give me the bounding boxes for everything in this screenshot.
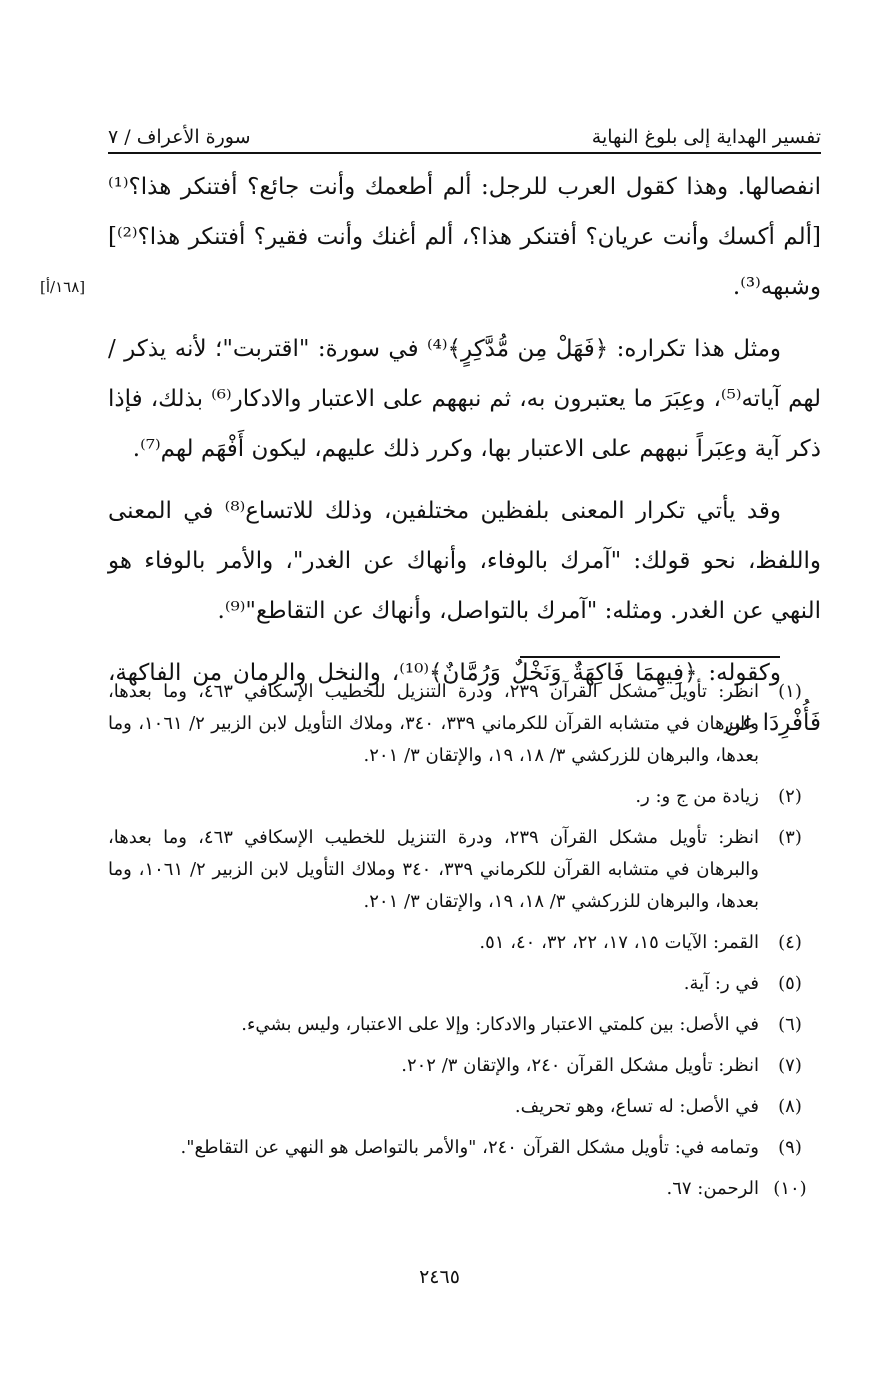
footnote bbox=[108, 676, 821, 772]
footnote bbox=[108, 781, 821, 813]
footnote-text: في الأصل: له تساع، وهو تحريف. bbox=[514, 1096, 759, 1117]
footnote-divider bbox=[520, 656, 780, 658]
footnotes bbox=[108, 676, 821, 1214]
footnote-number: (٦) bbox=[778, 1014, 802, 1035]
running-header bbox=[108, 110, 821, 154]
footnote-text: الرحمن: ٦٧. bbox=[666, 1178, 759, 1199]
manuscript-folio-reference: [١٦٨/أ] bbox=[40, 278, 86, 296]
footnote-text: انظر: تأويل مشكل القرآن ٢٣٩، ودرة التنزيل للخطيب الإسكافي ٤٦٣، وما بعدها، والبرهان في متشابه القرآن للكرماني ٣٣٩، ٣٤٠، وملاك التأويل لابن الزبير ٢/ ١٠٦١، وما بعدها، والبرهان للزركشي ٣/ ١٨، ١٩، والإتقان ٣/ ٢٠١. bbox=[108, 681, 759, 766]
footnote-number: (٩) bbox=[778, 1137, 802, 1158]
footnote bbox=[108, 927, 821, 959]
page-number: ٢٤٦٥ bbox=[419, 1266, 460, 1288]
footnote bbox=[108, 968, 821, 1000]
footnote-text: انظر: تأويل مشكل القرآن ٢٣٩، ودرة التنزيل للخطيب الإسكافي ٤٦٣، وما بعدها، والبرهان في متشابه القرآن للكرماني ٣٣٩، ٣٤٠ وملاك التأويل لابن الزبير ٢/ ١٠٦١، وما بعدها، والبرهان للزركشي ٣/ ١٨، ١٩، والإتقان ٣/ ٢٠١. bbox=[108, 827, 759, 912]
paragraph: وقد يأتي تكرار المعنى بلفظين مختلفين، وذلك للاتساع⁽⁸⁾ في المعنى واللفظ، نحو قولك: "آمرك بالوفاء، وأنهاك عن الغدر"، والأمر بالوفاء هو النهي عن الغدر. ومثله: "آمرك بالتواصل، وأنهاك عن التقاطع"⁽⁹⁾. bbox=[108, 498, 821, 624]
footnote-number: (٥) bbox=[778, 973, 802, 994]
footnote-text: انظر: تأويل مشكل القرآن ٢٤٠، والإتقان ٣/ ٢٠٢. bbox=[401, 1055, 759, 1076]
footnote bbox=[108, 1009, 821, 1041]
footnote-number: (١٠) bbox=[773, 1178, 807, 1199]
footnote-text: في الأصل: بين كلمتي الاعتبار والادكار: وإلا على الاعتبار، وليس بشيء. bbox=[241, 1014, 759, 1035]
footnote-text: وتمامه في: تأويل مشكل القرآن ٢٤٠، "والأمر بالتواصل هو النهي عن التقاطع". bbox=[180, 1137, 759, 1158]
footnote-number: (٣) bbox=[778, 827, 802, 848]
paragraph: ومثل هذا تكراره: ﴿فَهَلْ مِن مُّدَّكِرٍ﴾⁽⁴⁾ في سورة: "اقتربت"؛ لأنه يذكر / لهم آياته⁽⁵⁾، وعِبَرَ ما يعتبرون به، ثم نبههم على الاعتبار والادكار⁽⁶⁾ بذلك، فإذا ذكر آية وعِبَراً نبههم على الاعتبار بها، وكرر ذلك عليهم، ليكون أَفْهَم لهم⁽⁷⁾. bbox=[108, 336, 821, 462]
footnote-number: (١) bbox=[778, 681, 802, 702]
footnote bbox=[108, 822, 821, 918]
paragraph: وكقوله: ﴿فِيهِمَا فَاكِهَةٌ وَنَخْلٌ وَرُمَّانٌ﴾⁽¹⁰⁾، والنخل والرمان من الفاكهة، فَأُفْرِدَا عن bbox=[108, 660, 821, 736]
book-title: تفسير الهداية إلى بلوغ النهاية bbox=[591, 126, 821, 148]
footnote bbox=[108, 1091, 821, 1123]
footnote bbox=[108, 1132, 821, 1164]
footnote-number: (٤) bbox=[778, 932, 802, 953]
paragraph: انفصالها. وهذا كقول العرب للرجل: ألم أطعمك وأنت جائع؟ أفتنكر هذا؟⁽¹⁾ [ألم أكسك وأنت عريان؟ أفتنكر هذا؟، ألم أغنك وأنت فقير؟ أفتنكر هذا؟⁽²⁾] وشبهه⁽³⁾. bbox=[108, 174, 821, 300]
footnote-text: زيادة من ج و: ر. bbox=[635, 786, 759, 807]
footnote-text: في ر: آية. bbox=[683, 973, 759, 994]
footnote-number: (٨) bbox=[778, 1096, 802, 1117]
footnote bbox=[108, 1173, 821, 1205]
footnote-text: القمر: الآيات ١٥، ١٧، ٢٢، ٣٢، ٤٠، ٥١. bbox=[479, 932, 759, 953]
footnote-number: (٢) bbox=[778, 786, 802, 807]
footnote bbox=[108, 1050, 821, 1082]
surah-label: سورة الأعراف / ٧ bbox=[108, 126, 251, 148]
main-text bbox=[108, 162, 821, 748]
footnote-number: (٧) bbox=[778, 1055, 802, 1076]
